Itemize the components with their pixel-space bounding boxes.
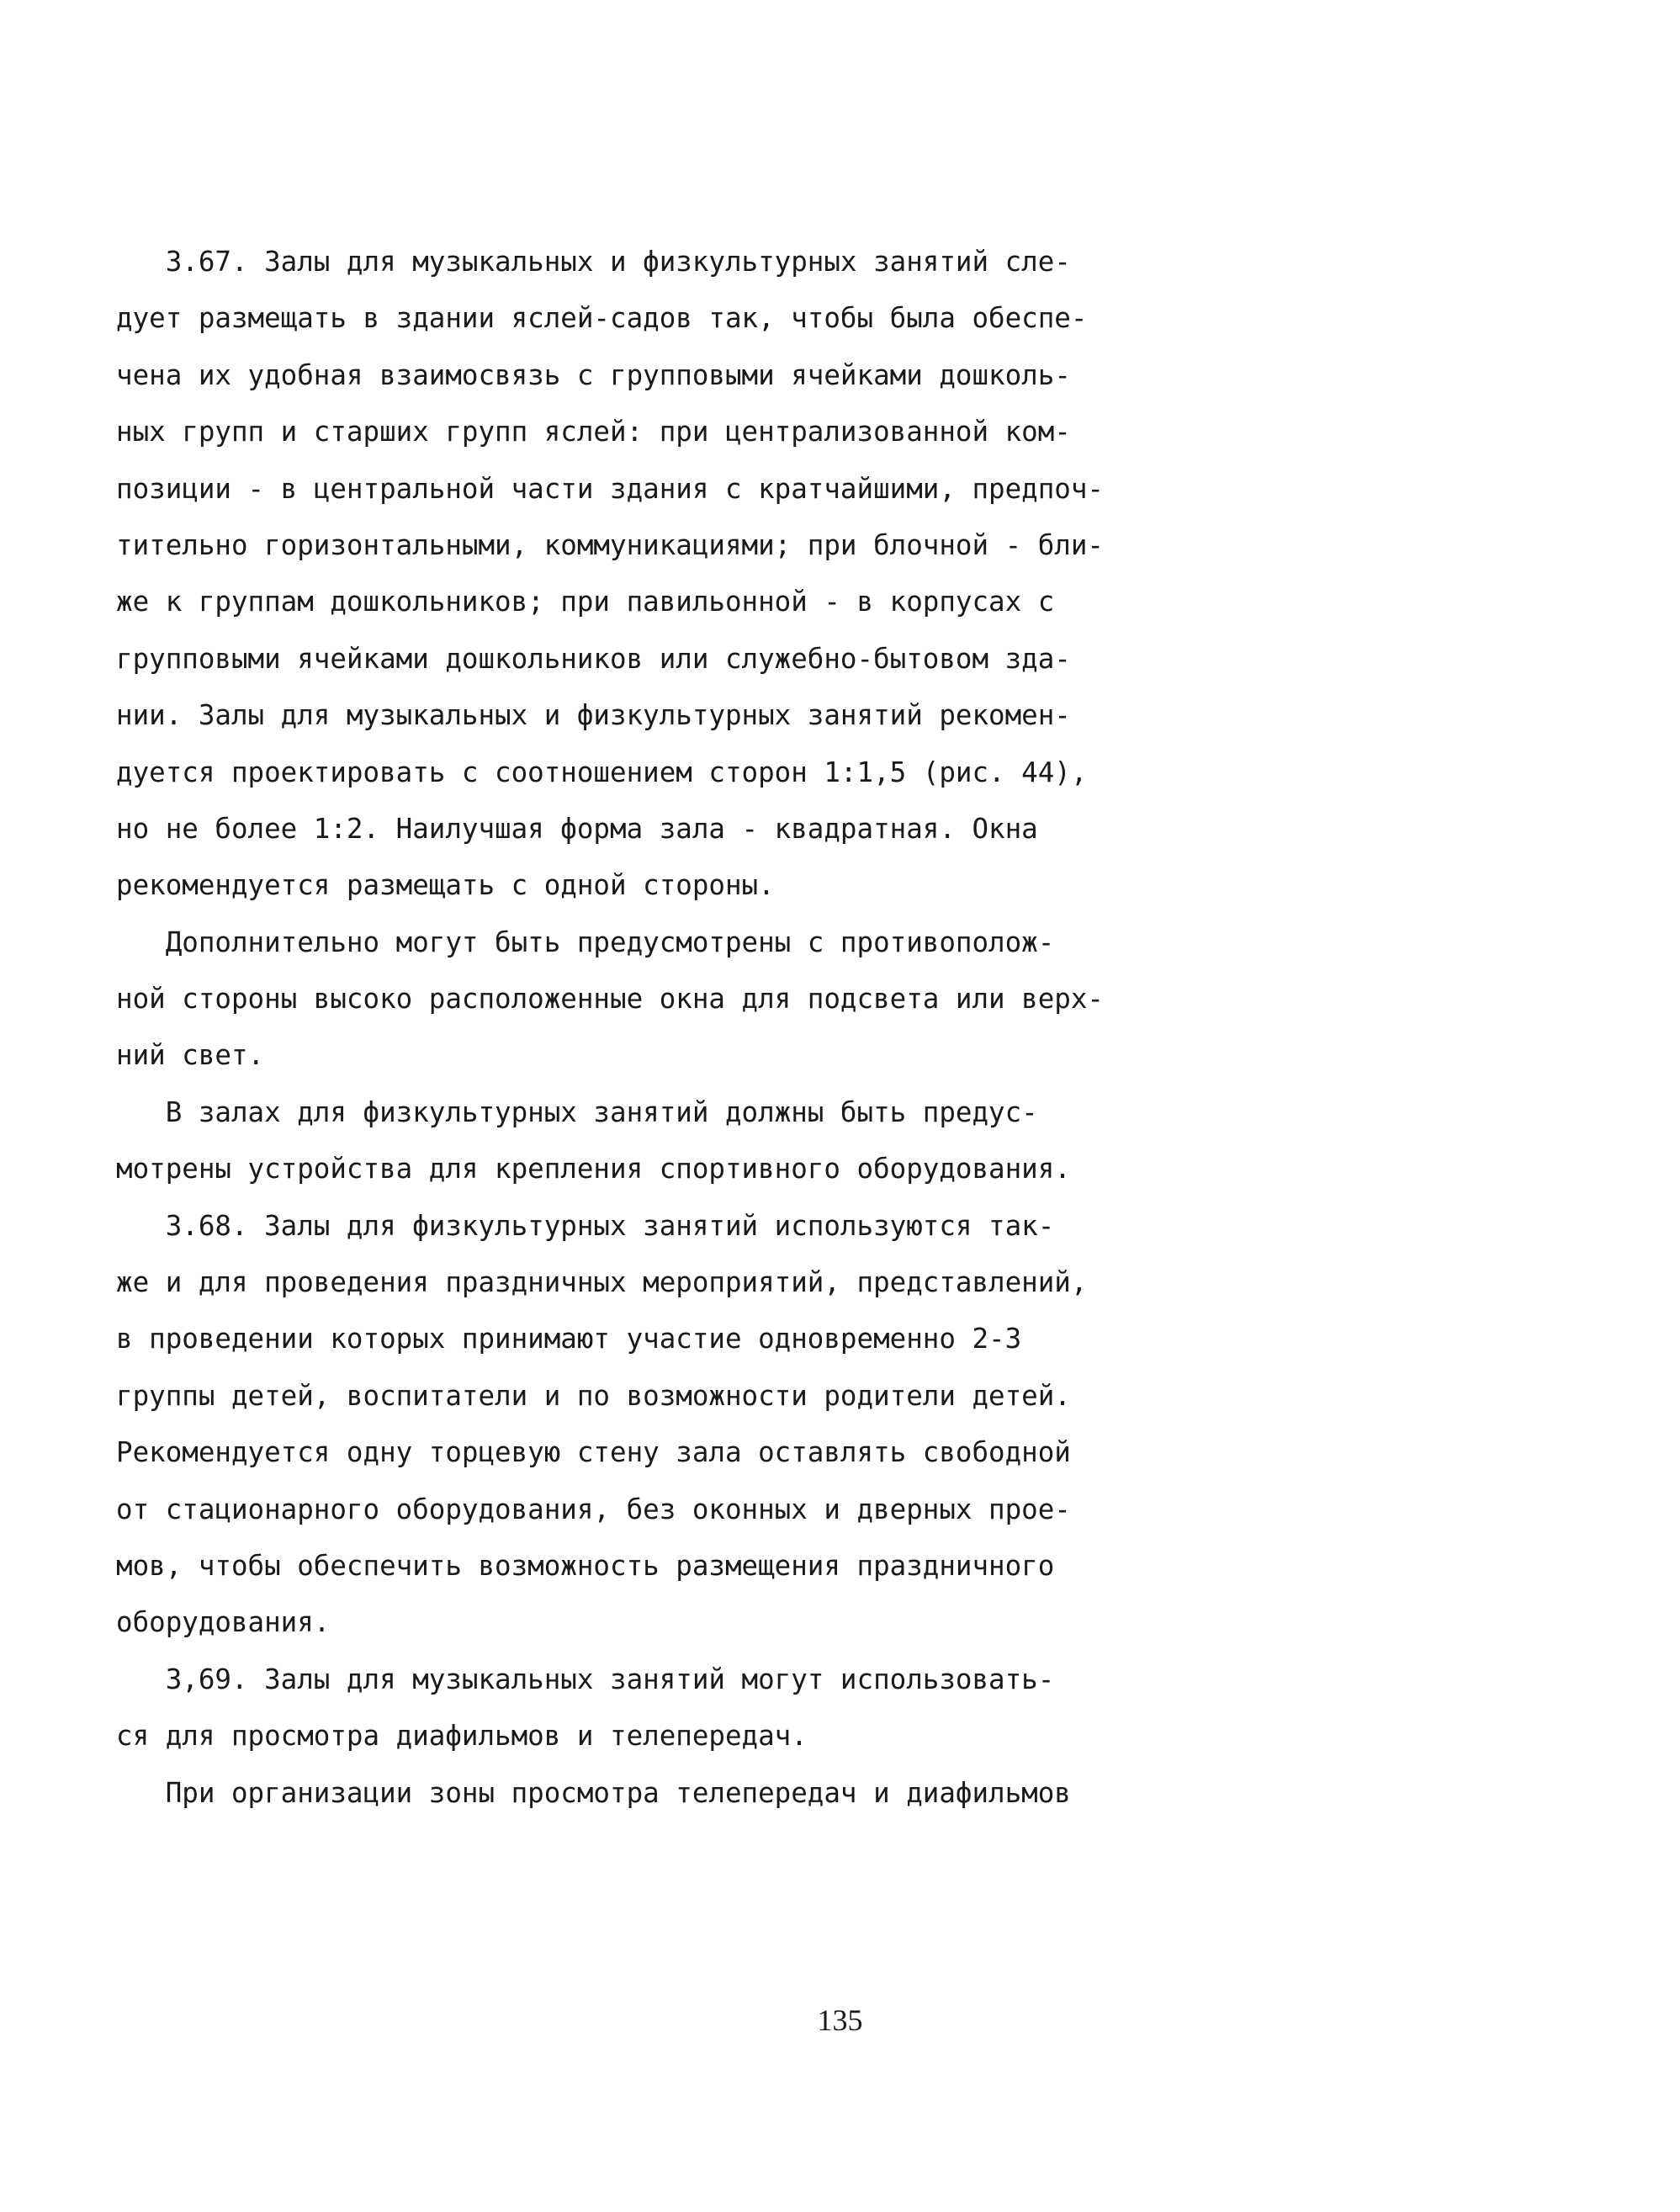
text-line: тительно горизонтальными, коммуникациями; при блочной - бли- (116, 528, 1104, 561)
page-number: 135 (817, 2003, 863, 2037)
text-line: Рекомендуется одну торцевую стену зала оставлять свободной (116, 1436, 1071, 1469)
text-line: 3.67. Залы для музыкальных и физкультурных занятий сле- (116, 246, 1071, 278)
text-line: от стационарного оборудования, без оконных и дверных прое- (116, 1493, 1071, 1525)
text-line: группы детей, воспитатели и по возможности родители детей. (116, 1379, 1071, 1412)
text-line: оборудования. (116, 1606, 331, 1639)
text-line: 3.68. Залы для физкультурных занятий используются так- (116, 1209, 1055, 1242)
text-line: но не более 1:2. Наилучшая форма зала - квадратная. Окна (116, 812, 1038, 845)
text-line: ний свет. (116, 1039, 265, 1072)
text-line: дуется проектировать с соотношением сторон 1:1,5 (рис. 44), (116, 756, 1088, 788)
text-line: групповыми ячейками дошкольников или служебно-бытовом зда- (116, 642, 1071, 675)
text-line: При организации зоны просмотра телепередач и диафильмов (116, 1776, 1071, 1809)
text-line: ся для просмотра диафильмов и телепередач. (116, 1720, 808, 1753)
text-line: же и для проведения праздничных мероприятий, представлений, (116, 1266, 1088, 1299)
text-line: же к группам дошкольников; при павильонной - в корпусах с (116, 586, 1055, 618)
text-line: нии. Залы для музыкальных и физкультурных занятий рекомен- (116, 699, 1071, 732)
text-line: рекомендуется размещать с одной стороны. (116, 869, 775, 902)
text-line: в проведении которых принимают участие одновременно 2-3 (116, 1323, 1022, 1355)
text-line: ных групп и старших групп яслей: при централизованной ком- (116, 416, 1071, 448)
text-line: позиции - в центральной части здания с кратчайшими, предпоч- (116, 472, 1104, 505)
text-line: В залах для физкультурных занятий должны быть предус- (116, 1095, 1038, 1128)
text-line: ной стороны высоко расположенные окна для подсвета или верх- (116, 983, 1104, 1016)
text-line: мотрены устройства для крепления спортивного оборудования. (116, 1153, 1071, 1186)
text-line: Дополнительно могут быть предусмотрены с противополож- (116, 926, 1055, 958)
body-text (116, 234, 1159, 1822)
text-line: дует размещать в здании яслей-садов так, чтобы была обеспе- (116, 302, 1088, 335)
text-line: мов, чтобы обеспечить возможность размещения праздничного (116, 1549, 1055, 1582)
text-line: 3,69. Залы для музыкальных занятий могут использовать- (116, 1663, 1055, 1695)
text-line: чена их удобная взаимосвязь с групповыми ячейками дошколь- (116, 358, 1071, 391)
